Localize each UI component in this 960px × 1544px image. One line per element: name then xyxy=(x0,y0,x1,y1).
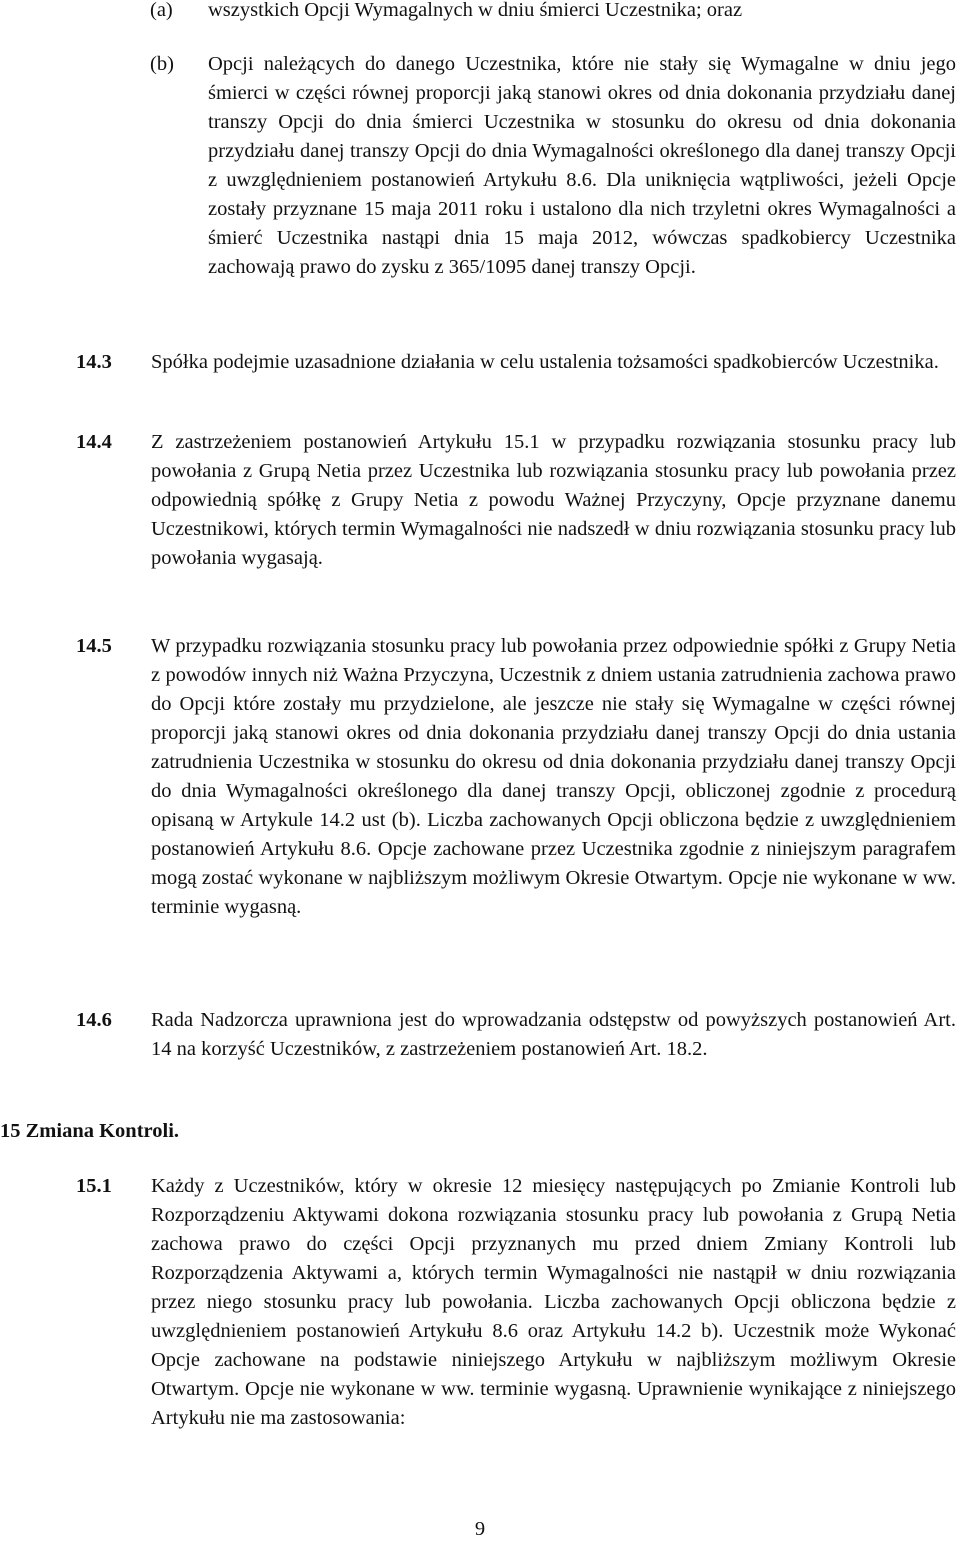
section-number: 15.1 xyxy=(76,1175,112,1197)
section-number: 14.6 xyxy=(76,1009,112,1031)
page-number: 9 xyxy=(474,1518,486,1540)
section-number: 14.4 xyxy=(76,431,112,453)
subclause-b-text: Opcji należących do danego Uczestnika, które nie stały się Wymagalne w dniu jego śmierci w części równej proporcji jaką stanowi okres od dnia dokonania przydziału danej transzy Opcji do dnia śmierci Uczestnika w stosunku do okresu od dnia dokonania przydziału danej transzy Opcji do dnia Wymagalności określonego dla danej transzy Opcji z uwzględnieniem postanowień Artykułu 8.6. Dla uniknięcia wątpliwości, jeżeli Opcje zostały przyznane 15 maja 2011 roku i ustalono dla nich trzyletni okres Wymagalności a śmierć Uczestnika nastąpi dnia 15 maja 2012, wówczas spadkobiercy Uczestnika zachowają prawo do zysku z 365/1095 danej transzy Opcji. xyxy=(208,53,956,278)
section-text: W przypadku rozwiązania stosunku pracy lub powołania przez odpowiednie spółki z Grupy Netia z powodów innych niż Ważna Przyczyna, Uczestnik z dniem ustania zatrudnienia zachowa prawo do Opcji które zostały mu przydzielone, ale jeszcze nie stały się Wymagalne w części równej proporcji jaką stanowi okres od dnia dokonania przydziału danej transzy Opcji do dnia ustania zatrudnienia Uczestnika w stosunku do okresu od dnia dokonania przydziału danej transzy Opcji do dnia Wymagalności określonego dla danej transzy Opcji, obliczonej zgodnie z procedurą opisaną w Artykule 14.2 ust (b). Liczba zachowanych Opcji obliczona będzie z uwzględnieniem postanowień Artykułu 8.6. Opcje zachowane przez Uczestnika zgodnie z niniejszym paragrafem mogą zostać wykonane w najbliższym możliwym Okresie Otwartym. Opcje nie wykonane w ww. terminie wygasną. xyxy=(151,635,956,918)
subclause-a-label: (a) xyxy=(150,0,173,21)
section-number: 14.5 xyxy=(76,635,112,657)
section-text: Spółka podejmie uzasadnione działania w celu ustalenia tożsamości spadkobierców Uczestnika. xyxy=(151,351,939,373)
subclause-a-text: wszystkich Opcji Wymagalnych w dniu śmierci Uczestnika; oraz xyxy=(208,0,743,21)
section-text: Z zastrzeżeniem postanowień Artykułu 15.1 w przypadku rozwiązania stosunku pracy lub powołania z Grupą Netia przez Uczestnika lub rozwiązania stosunku pracy lub powołania przez odpowiednią spółkę z Grupy Netia z powodu Ważnej Przyczyny, Opcje przyznane danemu Uczestnikowi, których termin Wymagalności nie nadszedł w dniu rozwiązania stosunku pracy lub powołania wygasają. xyxy=(151,431,956,569)
section-number: 14.3 xyxy=(76,351,112,373)
section-heading: 15 Zmiana Kontroli. xyxy=(0,1120,180,1142)
subclause-b-label: (b) xyxy=(150,53,174,75)
section-text: Każdy z Uczestników, który w okresie 12 miesięcy następujących po Zmianie Kontroli lub Rozporządzeniu Aktywami dokona rozwiązania stosunku pracy lub powołania z Grupą Netia zachowa prawo do części Opcji przyznanych mu przed dniem Zmiany Kontroli lub Rozporządzenia Aktywami a, których termin Wymagalności nie nastąpił w dniu rozwiązania przez niego stosunku pracy lub powołania. Liczba zachowanych Opcji obliczona będzie z uwzględnieniem postanowień Artykułu 8.6 oraz Artykułu 14.2 b). Uczestnik może Wykonać Opcje zachowane na podstawie niniejszego Artykułu w najbliższym możliwym Okresie Otwartym. Opcje nie wykonane w ww. terminie wygasną. Uprawnienie wynikające z niniejszego Artykułu nie ma zastosowania: xyxy=(151,1175,956,1429)
section-text: Rada Nadzorcza uprawniona jest do wprowadzania odstępstw od powyższych postanowień Art. 14 na korzyść Uczestników, z zastrzeżeniem postanowień Art. 18.2. xyxy=(151,1009,956,1060)
